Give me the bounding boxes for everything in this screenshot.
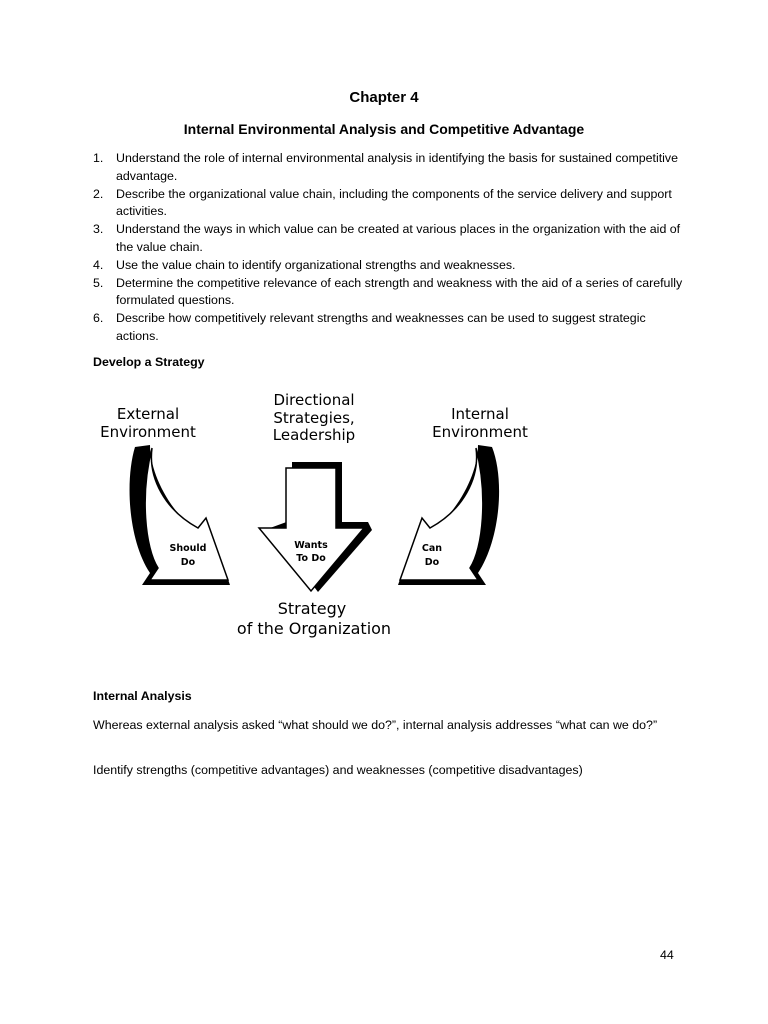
list-number: 2. (93, 186, 104, 201)
list-number: 5. (93, 275, 104, 290)
list-number: 6. (93, 311, 104, 326)
learning-objectives-list (93, 150, 683, 346)
list-text: Understand the ways in which value can be created at various places in the organization with the aid of the value chain. (116, 222, 681, 254)
list-item (93, 275, 683, 311)
strategy-label-line2: of the Organization (236, 619, 392, 638)
strategy-diagram (0, 380, 768, 650)
list-text: Determine the competitive relevance of each strength and weakness with the aid of a series of carefully formulated questions. (116, 275, 683, 308)
wants-to-do-line1: Wants (294, 540, 328, 551)
list-number: 3. (93, 222, 104, 237)
list-item (93, 257, 683, 275)
list-number: 1. (93, 151, 104, 165)
list-text: Describe how competitively relevant strengths and weaknesses can be used to suggest strategic actions. (116, 311, 646, 343)
strategy-label-line1: Strategy (277, 599, 347, 618)
list-item (93, 310, 683, 346)
wants-to-do-line2: To Do (296, 553, 326, 564)
chapter-title: Internal Environmental Analysis and Competitive Advantage (183, 121, 585, 137)
strengths-weaknesses-paragraph: Identify strengths (competitive advantages) and weaknesses (competitive disadvantages) (93, 763, 583, 777)
directional-label-line3: Leadership (272, 426, 356, 444)
should-do-line2: Do (180, 557, 196, 568)
list-item (93, 221, 683, 257)
can-do-arrow (398, 445, 499, 585)
list-text: Use the value chain to identify organizational strengths and weaknesses. (116, 257, 516, 272)
can-do-line2: Do (424, 557, 440, 568)
external-label-line2: Environment (100, 423, 196, 441)
can-do-line1: Can (421, 543, 443, 554)
list-item (93, 186, 683, 222)
internal-label-line2: Environment (432, 423, 528, 441)
list-text: Describe the organizational value chain, including the components of the service delivery and support activities. (116, 186, 672, 219)
internal-label-line1: Internal (451, 405, 509, 423)
external-label-line1: External (116, 405, 180, 423)
internal-analysis-paragraph: Whereas external analysis asked “what should we do?”, internal analysis addresses “what can we do?” (93, 718, 658, 732)
internal-analysis-heading: Internal Analysis (93, 689, 192, 703)
list-text: Understand the role of internal environmental analysis in identifying the basis for sustained competitive advantage. (116, 151, 679, 183)
directional-label-line2: Strategies, (273, 409, 355, 427)
page-number: 44 (660, 948, 674, 962)
wants-to-do-arrow (259, 462, 372, 592)
list-item (93, 150, 683, 186)
develop-strategy-heading: Develop a Strategy (93, 355, 205, 369)
list-number: 4. (93, 257, 104, 272)
chapter-heading: Chapter 4 (349, 89, 419, 106)
directional-label-line1: Directional (273, 391, 355, 409)
should-do-line1: Should (169, 543, 207, 554)
should-do-arrow (130, 445, 230, 585)
